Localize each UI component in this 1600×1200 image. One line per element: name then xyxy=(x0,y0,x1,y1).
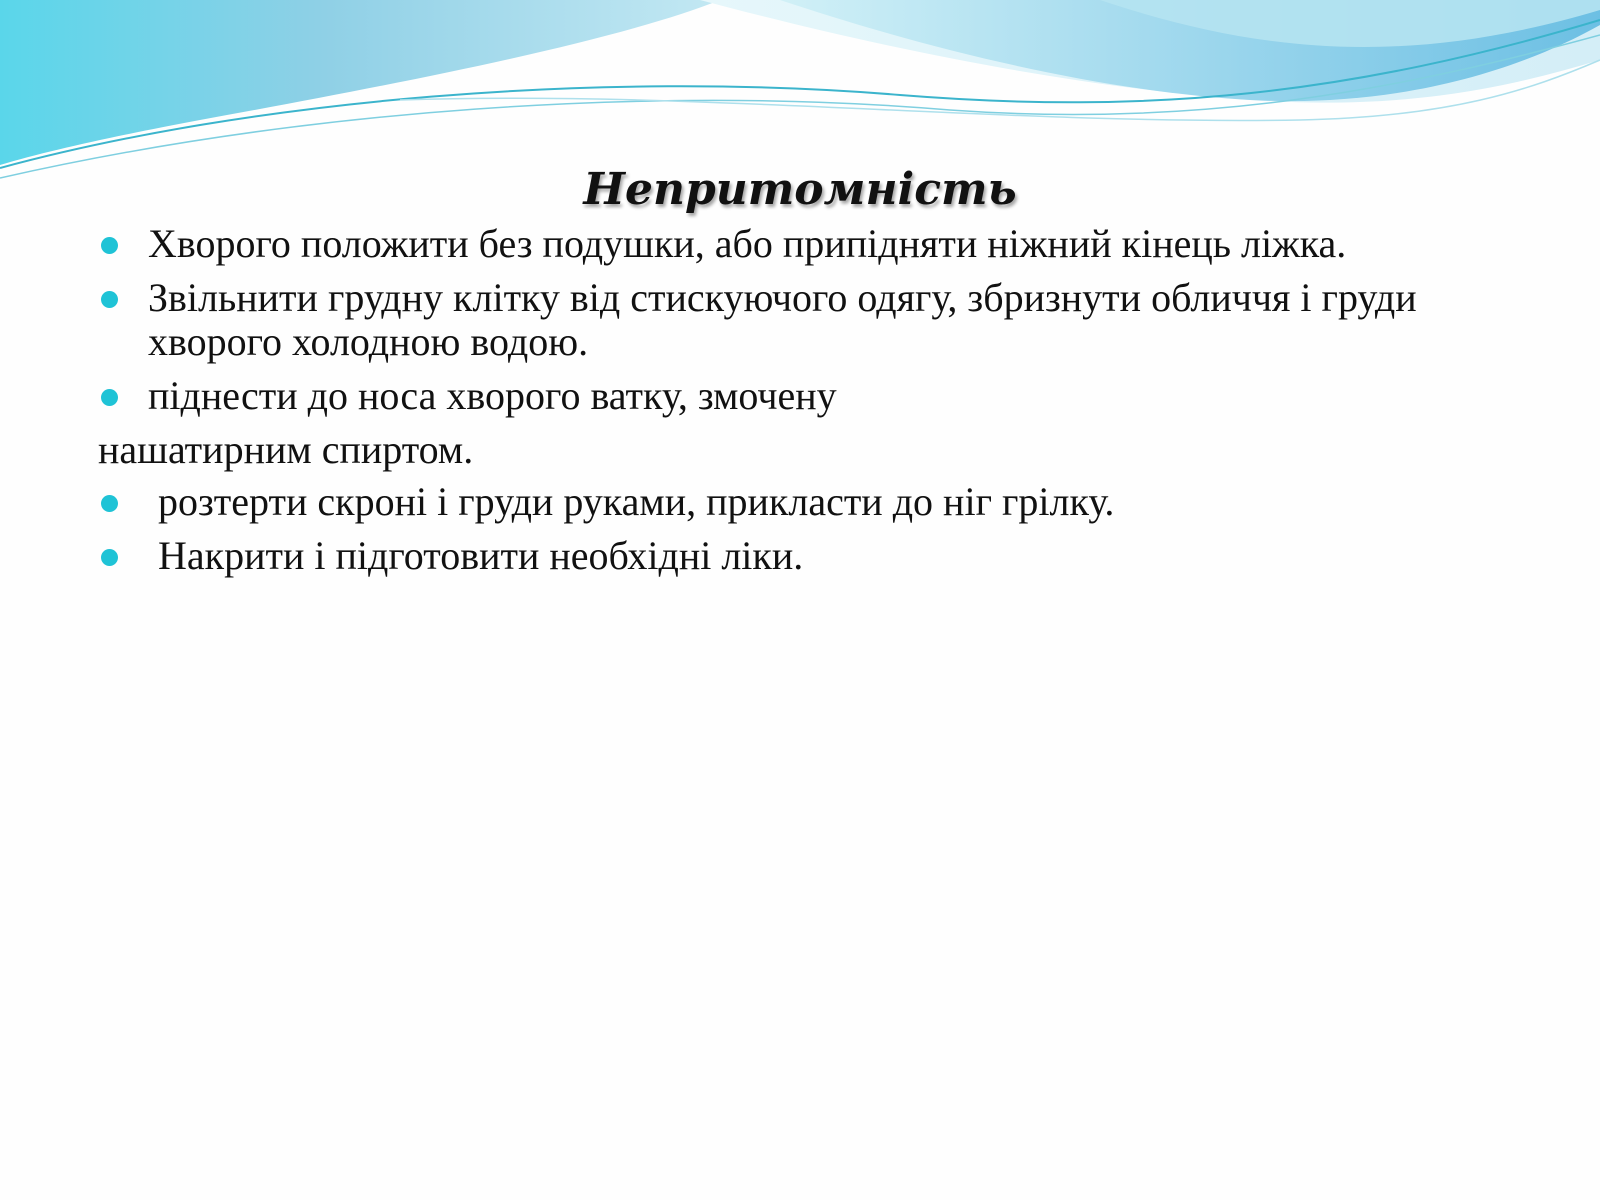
continuation-line: нашатирним спиртом. xyxy=(98,427,474,472)
bullet-item xyxy=(98,276,1538,364)
bullet-dot-icon xyxy=(101,495,118,512)
bullet-text: Накрити і підготовити необхідні ліки. xyxy=(158,533,804,578)
bullet-dot-icon xyxy=(101,237,118,254)
bullet-dot-icon xyxy=(101,389,118,406)
bullet-text: піднести до носа хворого ватку, змочену xyxy=(148,373,837,418)
bullet-dot-icon xyxy=(101,291,118,308)
bullet-item xyxy=(98,534,1538,578)
slide-title: Непритомність xyxy=(583,164,1017,215)
slide-body xyxy=(98,222,1538,588)
bullet-text: Хворого положити без подушки, або припідняти ніжний кінець ліжка. xyxy=(148,221,1347,266)
bullet-text: Звільнити грудну клітку від стискуючого одягу, збризнути обличчя і груди хворого холодною водою. xyxy=(148,275,1417,364)
bullet-dot-icon xyxy=(101,549,118,566)
bullet-item xyxy=(98,222,1538,266)
bullet-item xyxy=(98,374,1538,418)
bullet-text: розтерти скроні і груди руками, прикласти до ніг грілку. xyxy=(158,479,1115,524)
bullet-item xyxy=(98,480,1538,524)
